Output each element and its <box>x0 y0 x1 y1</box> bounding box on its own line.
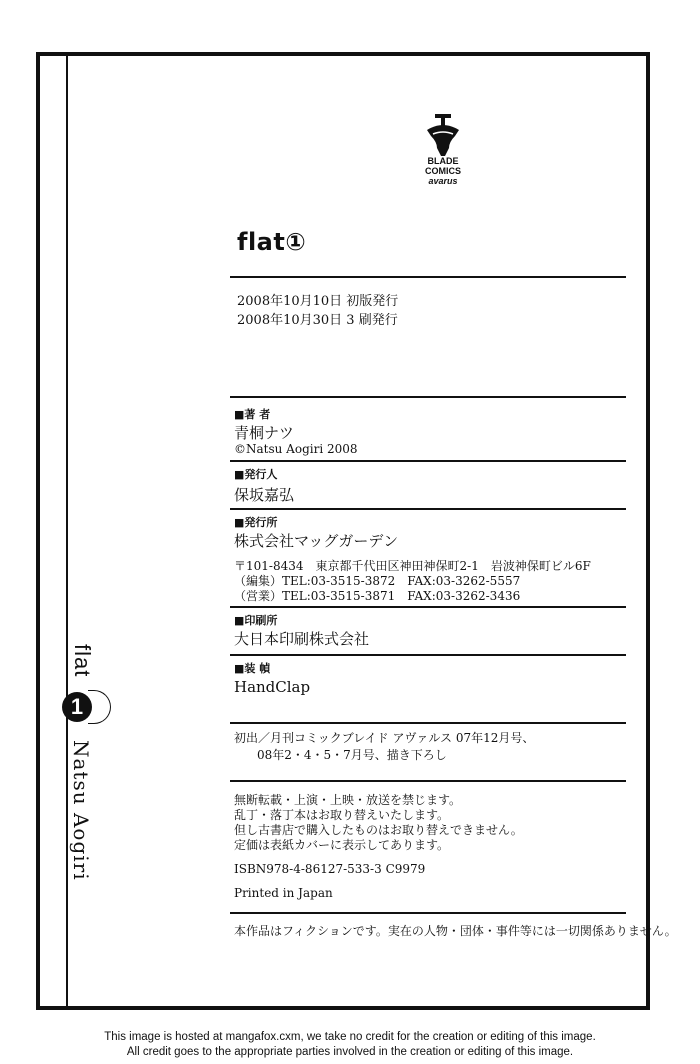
publisher-logo <box>415 112 471 196</box>
author-name: 青桐ナツ <box>234 424 294 442</box>
divider <box>230 654 626 656</box>
publisher-person-label: ■発行人 <box>234 468 278 481</box>
notice-line: 但し古書店で購入したものはお取り替えできません。 <box>234 823 523 837</box>
tower-emblem-icon <box>415 112 471 158</box>
copyright: ©Natsu Aogiri 2008 <box>234 442 358 456</box>
divider <box>230 276 626 278</box>
hosting-notice-line2: All credit goes to the appropriate parties involved in the creation or editing of this image. <box>126 1046 574 1058</box>
editorial-contact: （編集）TEL:03-3515-3872 FAX:03-3262-5557 <box>234 574 521 588</box>
design-credit: HandClap <box>234 678 311 696</box>
publishing-house-label: ■発行所 <box>234 516 278 529</box>
first-appearance-line2: 08年2・4・5・7月号、描き下ろし <box>257 748 447 762</box>
printer-name: 大日本印刷株式会社 <box>234 630 370 648</box>
third-print-date: 2008年10月30日 3 刷発行 <box>237 313 398 328</box>
logo-line-avarus: avarus <box>428 176 458 186</box>
printer-label: ■印刷所 <box>234 614 278 627</box>
fiction-notice: 本作品はフィクションです。実在の人物・団体・事件等には一切関係ありません。 <box>234 924 677 938</box>
divider <box>230 606 626 608</box>
spine-title: flat <box>70 644 95 678</box>
hosting-notice-line1: This image is hosted at mangafox.cxm, we take no credit for the creation or editing of this image. <box>104 1031 596 1043</box>
publisher-person-name: 保坂嘉弘 <box>234 486 295 504</box>
publisher-address: 〒101-8434 東京都千代田区神田神保町2-1 岩波神保町ビル6F <box>234 559 591 573</box>
divider <box>230 396 626 398</box>
design-label: ■装 幀 <box>234 662 271 675</box>
printed-in: Printed in Japan <box>234 886 333 900</box>
spine-author: Natsu Aogiri <box>69 740 93 881</box>
divider <box>230 460 626 462</box>
spine-volume-number: 1 <box>62 692 92 722</box>
book-title: flat① <box>237 228 307 256</box>
isbn: ISBN978-4-86127-533-3 C9979 <box>234 862 426 876</box>
divider <box>230 912 626 914</box>
notice-line: 定価は表紙カバーに表示してあります。 <box>234 838 450 852</box>
first-print-date: 2008年10月10日 初版発行 <box>237 294 399 309</box>
divider <box>230 780 626 782</box>
sales-contact: （営業）TEL:03-3515-3871 FAX:03-3262-3436 <box>234 589 521 603</box>
first-appearance-line1: 初出／月刊コミックブレイド アヴァルス 07年12月号、 <box>234 731 535 745</box>
logo-line-blade: BLADE <box>427 156 459 166</box>
logo-line-comics: COMICS <box>425 166 461 176</box>
divider <box>230 722 626 724</box>
author-label: ■著 者 <box>234 408 271 421</box>
notice-line: 無断転載・上演・上映・放送を禁じます。 <box>234 793 462 807</box>
notice-line: 乱丁・落丁本はお取り替えいたします。 <box>234 808 450 822</box>
divider <box>230 508 626 510</box>
spine <box>60 640 100 900</box>
publishing-house-name: 株式会社マッグガーデン <box>234 532 399 550</box>
